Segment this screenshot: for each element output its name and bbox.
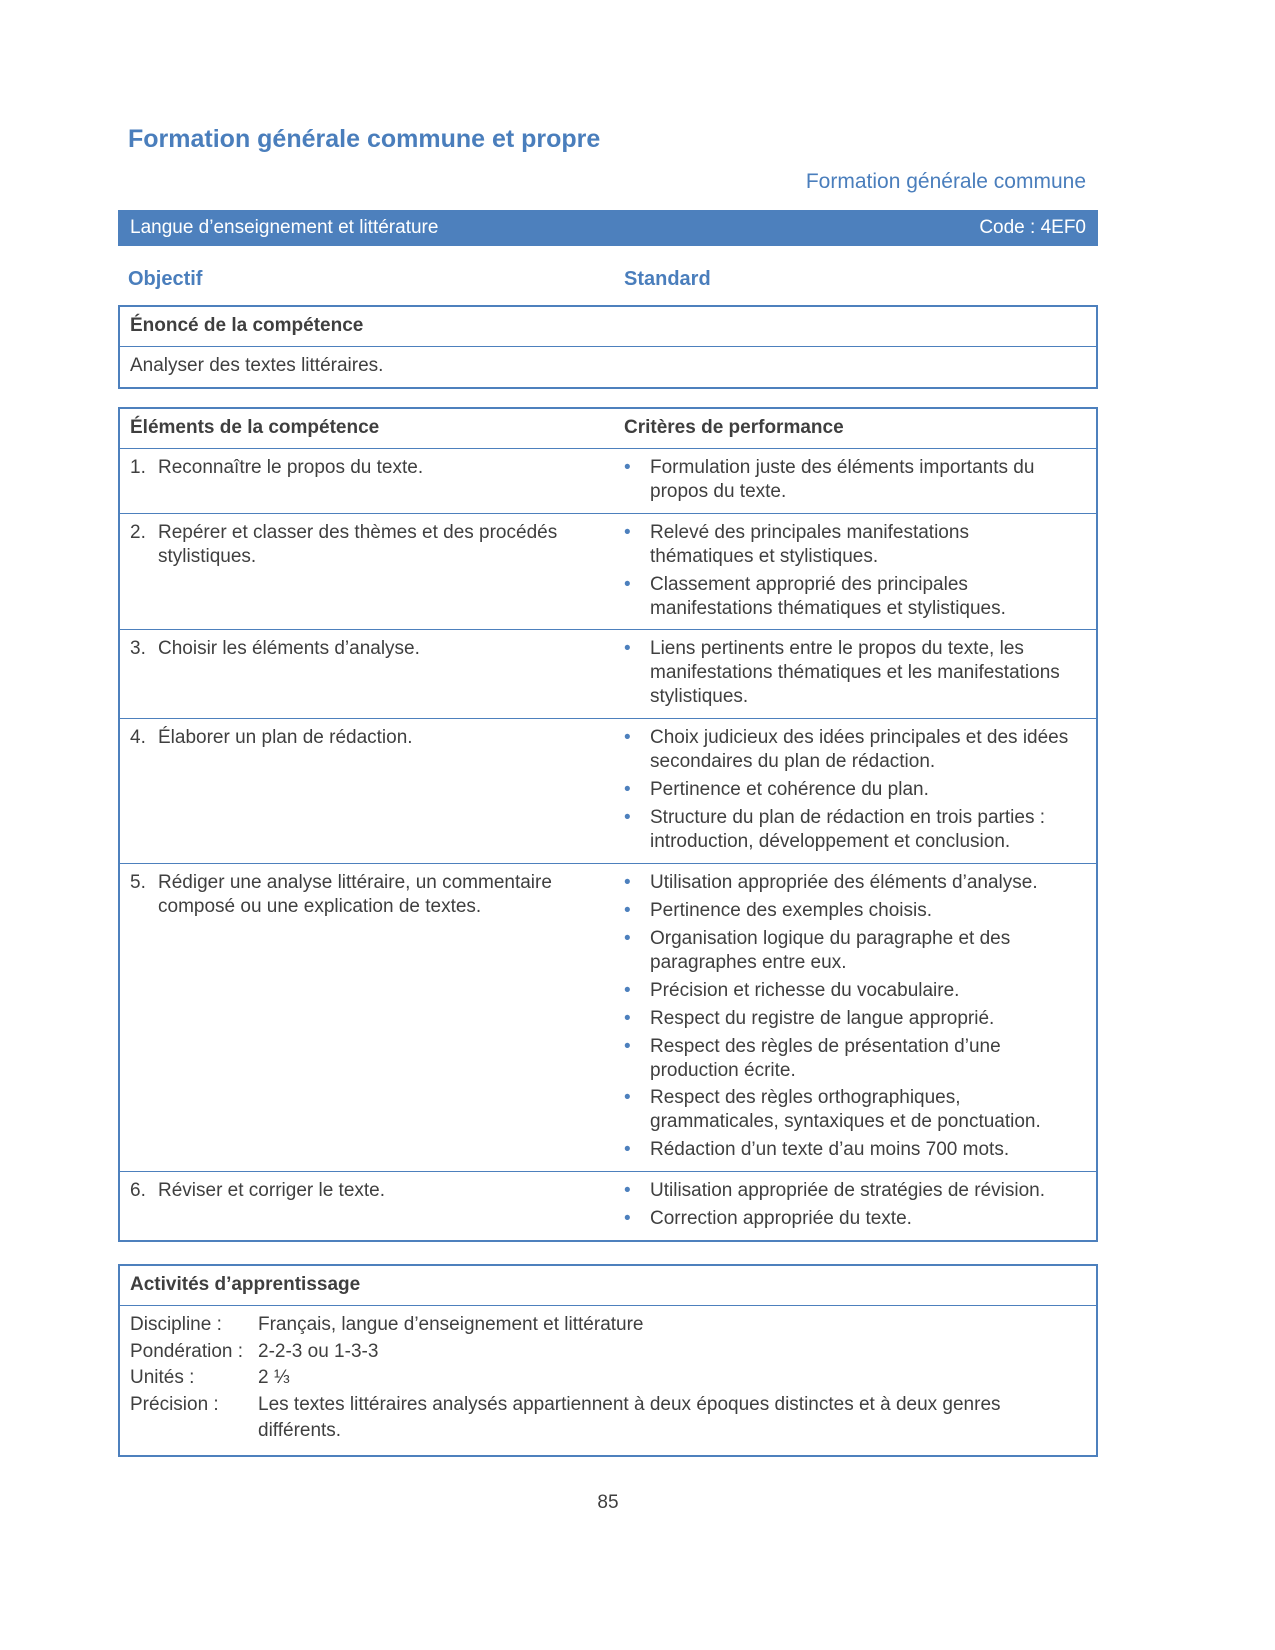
field-value: Français, langue d’enseignement et littérature bbox=[258, 1314, 644, 1336]
criteria-text: Correction appropriée du texte. bbox=[650, 1208, 912, 1230]
criteria-cell bbox=[614, 449, 1096, 513]
competence-row-2 bbox=[120, 513, 1096, 630]
activity-field-precision bbox=[130, 1392, 1086, 1445]
objectif-heading: Objectif bbox=[128, 268, 203, 290]
bullet-icon: • bbox=[624, 1208, 631, 1230]
page-title: Formation générale commune et propre bbox=[128, 125, 601, 153]
bullet-icon: • bbox=[624, 979, 631, 1001]
criteria-cell bbox=[614, 864, 1096, 1171]
bullet-icon: • bbox=[624, 1087, 631, 1109]
element-cell bbox=[120, 630, 614, 718]
criteria-cell bbox=[614, 719, 1096, 863]
criteria-item bbox=[624, 899, 1072, 923]
bullet-icon: • bbox=[624, 638, 631, 660]
criteria-item bbox=[624, 573, 1072, 621]
element-text: Réviser et corriger le texte. bbox=[158, 1180, 386, 1202]
element-cell bbox=[120, 1172, 614, 1240]
element-text: Reconnaître le propos du texte. bbox=[158, 456, 424, 478]
criteria-cell bbox=[614, 1172, 1096, 1240]
criteria-item bbox=[624, 927, 1072, 975]
element-number: 3. bbox=[130, 638, 146, 660]
competence-table bbox=[118, 407, 1098, 1242]
course-code: Code : 4EF0 bbox=[979, 217, 1086, 238]
competence-row-1 bbox=[120, 448, 1096, 513]
criteria-item bbox=[624, 979, 1072, 1003]
page-number: 85 bbox=[597, 1492, 619, 1513]
criteria-item bbox=[624, 871, 1072, 895]
bullet-icon: • bbox=[624, 573, 631, 595]
criteria-item bbox=[624, 806, 1072, 854]
competence-row-5 bbox=[120, 863, 1096, 1171]
criteria-item bbox=[624, 1035, 1072, 1083]
criteria-item bbox=[624, 726, 1072, 774]
bullet-icon: • bbox=[624, 1180, 631, 1202]
activites-fields bbox=[120, 1306, 1096, 1455]
criteria-item bbox=[624, 1007, 1072, 1031]
field-label: Pondération : bbox=[130, 1340, 244, 1362]
criteria-item bbox=[624, 1138, 1072, 1162]
criteria-text: Formulation juste des éléments importants du propos du texte. bbox=[650, 456, 1035, 502]
bullet-icon: • bbox=[624, 456, 631, 478]
criteria-text: Utilisation appropriée des éléments d’analyse. bbox=[650, 871, 1038, 893]
activity-field-discipline bbox=[130, 1312, 1086, 1339]
activites-box bbox=[118, 1264, 1098, 1457]
element-cell bbox=[120, 719, 614, 863]
criteria-item bbox=[624, 1179, 1072, 1203]
criteria-text: Utilisation appropriée de stratégies de révision. bbox=[650, 1180, 1045, 1202]
criteria-item bbox=[624, 521, 1072, 569]
element-cell bbox=[120, 449, 614, 513]
criteria-text: Rédaction d’un texte d’au moins 700 mots. bbox=[650, 1139, 1010, 1161]
element-cell bbox=[120, 864, 614, 1171]
criteres-column-header: Critères de performance bbox=[624, 416, 844, 438]
criteria-text: Respect des règles de présentation d’une production écrite. bbox=[650, 1035, 1001, 1081]
enonce-box bbox=[118, 305, 1098, 389]
bullet-icon: • bbox=[624, 779, 631, 801]
activity-field-unites bbox=[130, 1365, 1086, 1392]
element-number: 6. bbox=[130, 1180, 146, 1202]
element-text: Rédiger une analyse littéraire, un commentaire composé ou une explication de textes. bbox=[158, 871, 552, 917]
criteria-text: Précision et richesse du vocabulaire. bbox=[650, 979, 960, 1001]
discipline-header-bar bbox=[118, 210, 1098, 246]
element-text: Élaborer un plan de rédaction. bbox=[158, 727, 413, 749]
criteria-item bbox=[624, 1086, 1072, 1134]
table-header-row bbox=[120, 409, 1096, 448]
bullet-icon: • bbox=[624, 1035, 631, 1057]
field-value: Les textes littéraires analysés appartiennent à deux époques distinctes et à deux genres différents. bbox=[258, 1393, 1001, 1442]
bullet-icon: • bbox=[624, 521, 631, 543]
standard-heading: Standard bbox=[624, 268, 711, 290]
discipline-name: Langue d’enseignement et littérature bbox=[130, 217, 439, 238]
bullet-icon: • bbox=[624, 727, 631, 749]
element-text: Choisir les éléments d’analyse. bbox=[158, 638, 420, 660]
criteria-text: Choix judicieux des idées principales et des idées secondaires du plan de rédaction. bbox=[650, 727, 1069, 773]
elements-column-header: Éléments de la compétence bbox=[130, 416, 380, 438]
criteria-item bbox=[624, 1207, 1072, 1231]
criteria-item bbox=[624, 456, 1072, 504]
field-value: 2 ⅓ bbox=[258, 1367, 290, 1389]
element-number: 4. bbox=[130, 727, 146, 749]
field-label: Unités : bbox=[130, 1367, 195, 1389]
field-label: Discipline : bbox=[130, 1314, 222, 1336]
element-text: Repérer et classer des thèmes et des procédés stylistiques. bbox=[158, 521, 558, 567]
enonce-body: Analyser des textes littéraires. bbox=[130, 354, 384, 376]
criteria-text: Pertinence et cohérence du plan. bbox=[650, 779, 929, 801]
page-subtitle: Formation générale commune bbox=[805, 170, 1086, 193]
field-label: Précision : bbox=[130, 1393, 219, 1415]
criteria-text: Classement approprié des principales manifestations thématiques et stylistiques. bbox=[650, 573, 1006, 619]
criteria-text: Respect du registre de langue approprié. bbox=[650, 1007, 995, 1029]
bullet-icon: • bbox=[624, 1007, 631, 1029]
element-number: 2. bbox=[130, 521, 146, 543]
enonce-header: Énoncé de la compétence bbox=[120, 307, 1096, 347]
bullet-icon: • bbox=[624, 807, 631, 829]
criteria-text: Relevé des principales manifestations thématiques et stylistiques. bbox=[650, 521, 969, 567]
competence-row-6 bbox=[120, 1171, 1096, 1240]
activites-header: Activités d’apprentissage bbox=[120, 1266, 1096, 1306]
criteria-text: Liens pertinents entre le propos du texte, les manifestations thématiques et les manifestations stylistiques. bbox=[650, 638, 1060, 708]
competence-row-4 bbox=[120, 718, 1096, 863]
element-number: 5. bbox=[130, 871, 146, 893]
criteria-text: Respect des règles orthographiques, grammaticales, syntaxiques et de ponctuation. bbox=[650, 1087, 1041, 1133]
criteria-item bbox=[624, 637, 1072, 709]
criteria-text: Structure du plan de rédaction en trois parties : introduction, développement et conclusion. bbox=[650, 807, 1046, 852]
bullet-icon: • bbox=[624, 899, 631, 921]
element-cell bbox=[120, 514, 614, 630]
bullet-icon: • bbox=[624, 927, 631, 949]
criteria-text: Pertinence des exemples choisis. bbox=[650, 899, 932, 921]
criteria-item bbox=[624, 778, 1072, 802]
criteria-cell bbox=[614, 514, 1096, 630]
bullet-icon: • bbox=[624, 871, 631, 893]
criteria-cell bbox=[614, 630, 1096, 718]
element-number: 1. bbox=[130, 456, 146, 478]
criteria-text: Organisation logique du paragraphe et des paragraphes entre eux. bbox=[650, 927, 1011, 973]
section-headings bbox=[118, 268, 1098, 291]
activity-field-ponderation bbox=[130, 1339, 1086, 1366]
bullet-icon: • bbox=[624, 1139, 631, 1161]
competence-row-3 bbox=[120, 629, 1096, 718]
field-value: 2-2-3 ou 1-3-3 bbox=[258, 1340, 379, 1362]
